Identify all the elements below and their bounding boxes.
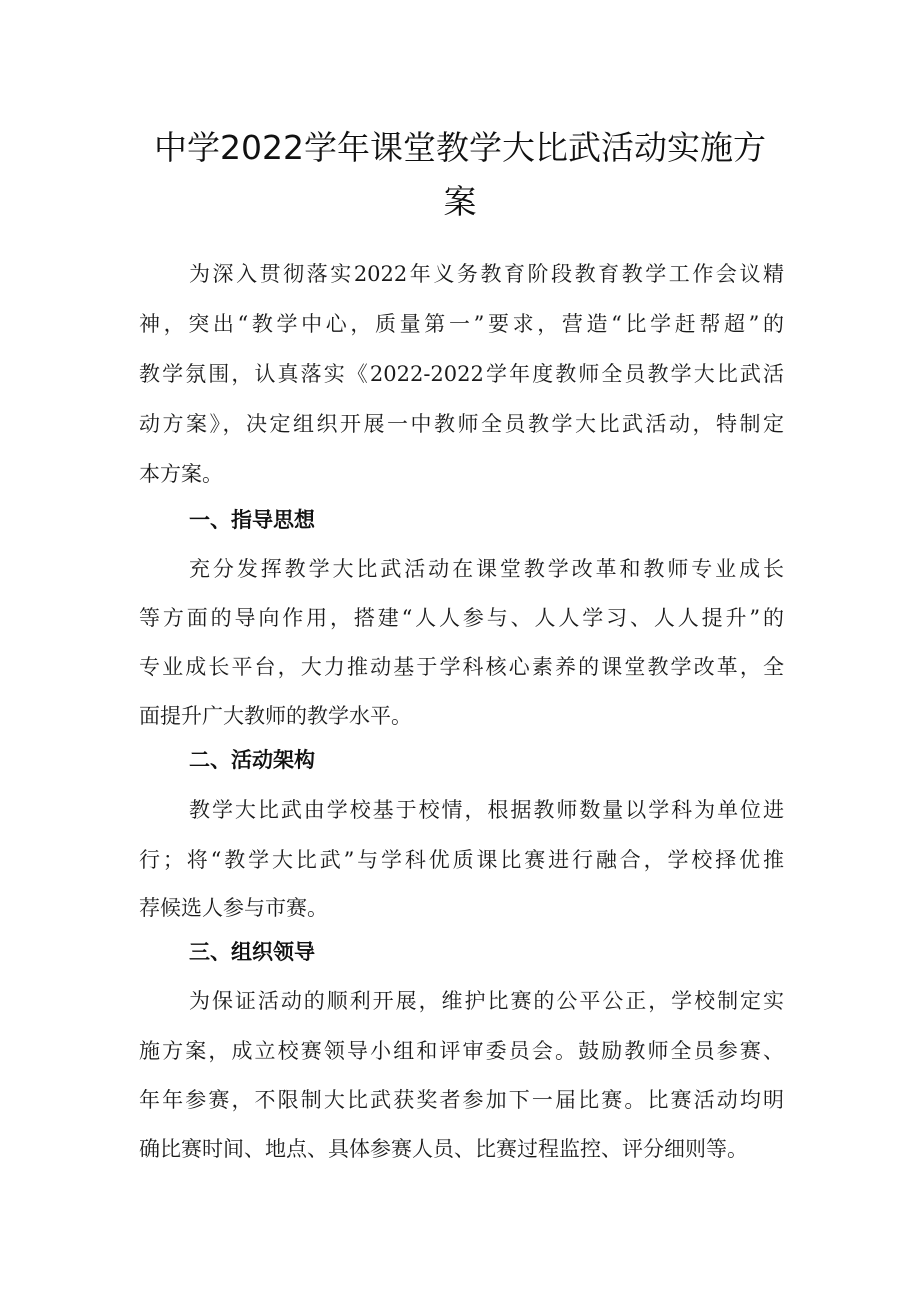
intro-line: 动方案》，决定组织开展一中教师全员教学大比武活动，特制定 xyxy=(139,412,784,436)
section-2-line: 教学大比武由学校基于校情，根据教师数量以学科为单位进 xyxy=(189,798,784,822)
section-heading-activity-structure: 二、活动架构 xyxy=(189,748,315,772)
section-2-line: 行；将“教学大比武”与学科优质课比赛进行融合，学校择优推 xyxy=(139,848,784,872)
section-3-line: 确比赛时间、地点、具体参赛人员、比赛过程监控、评分细则等。 xyxy=(139,1137,748,1161)
section-heading-guiding-ideology: 一、指导思想 xyxy=(189,508,315,532)
section-1-line: 专业成长平台，大力推动基于学科核心素养的课堂教学改革，全 xyxy=(139,655,784,679)
document-title-line-1: 中学2022学年课堂教学大比武活动实施方 xyxy=(154,128,766,167)
intro-line: 为深入贯彻落实2022年义务教育阶段教育教学工作会议精 xyxy=(189,262,784,286)
intro-line: 教学氛围，认真落实《2022-2022学年度教师全员教学大比武活 xyxy=(139,362,784,386)
section-1-line: 面提升广大教师的教学水平。 xyxy=(139,704,412,728)
section-3-line: 施方案，成立校赛领导小组和评审委员会。鼓励教师全员参赛、 xyxy=(139,1039,784,1063)
section-2-line: 荐候选人参与市赛。 xyxy=(139,896,328,920)
intro-line: 本方案。 xyxy=(139,462,223,486)
intro-line: 神，突出“教学中心，质量第一”要求，营造“比学赶帮超”的 xyxy=(139,312,784,336)
section-3-line: 年年参赛，不限制大比武获奖者参加下一届比赛。比赛活动均明 xyxy=(139,1088,784,1112)
section-1-line: 充分发挥教学大比武活动在课堂教学改革和教师专业成长 xyxy=(189,557,784,581)
document-title-line-2: 案 xyxy=(443,182,477,221)
section-heading-organization-leadership: 三、组织领导 xyxy=(189,940,315,964)
section-3-line: 为保证活动的顺利开展，维护比赛的公平公正，学校制定实 xyxy=(189,989,784,1013)
section-1-line: 等方面的导向作用，搭建“人人参与、人人学习、人人提升”的 xyxy=(139,606,784,630)
